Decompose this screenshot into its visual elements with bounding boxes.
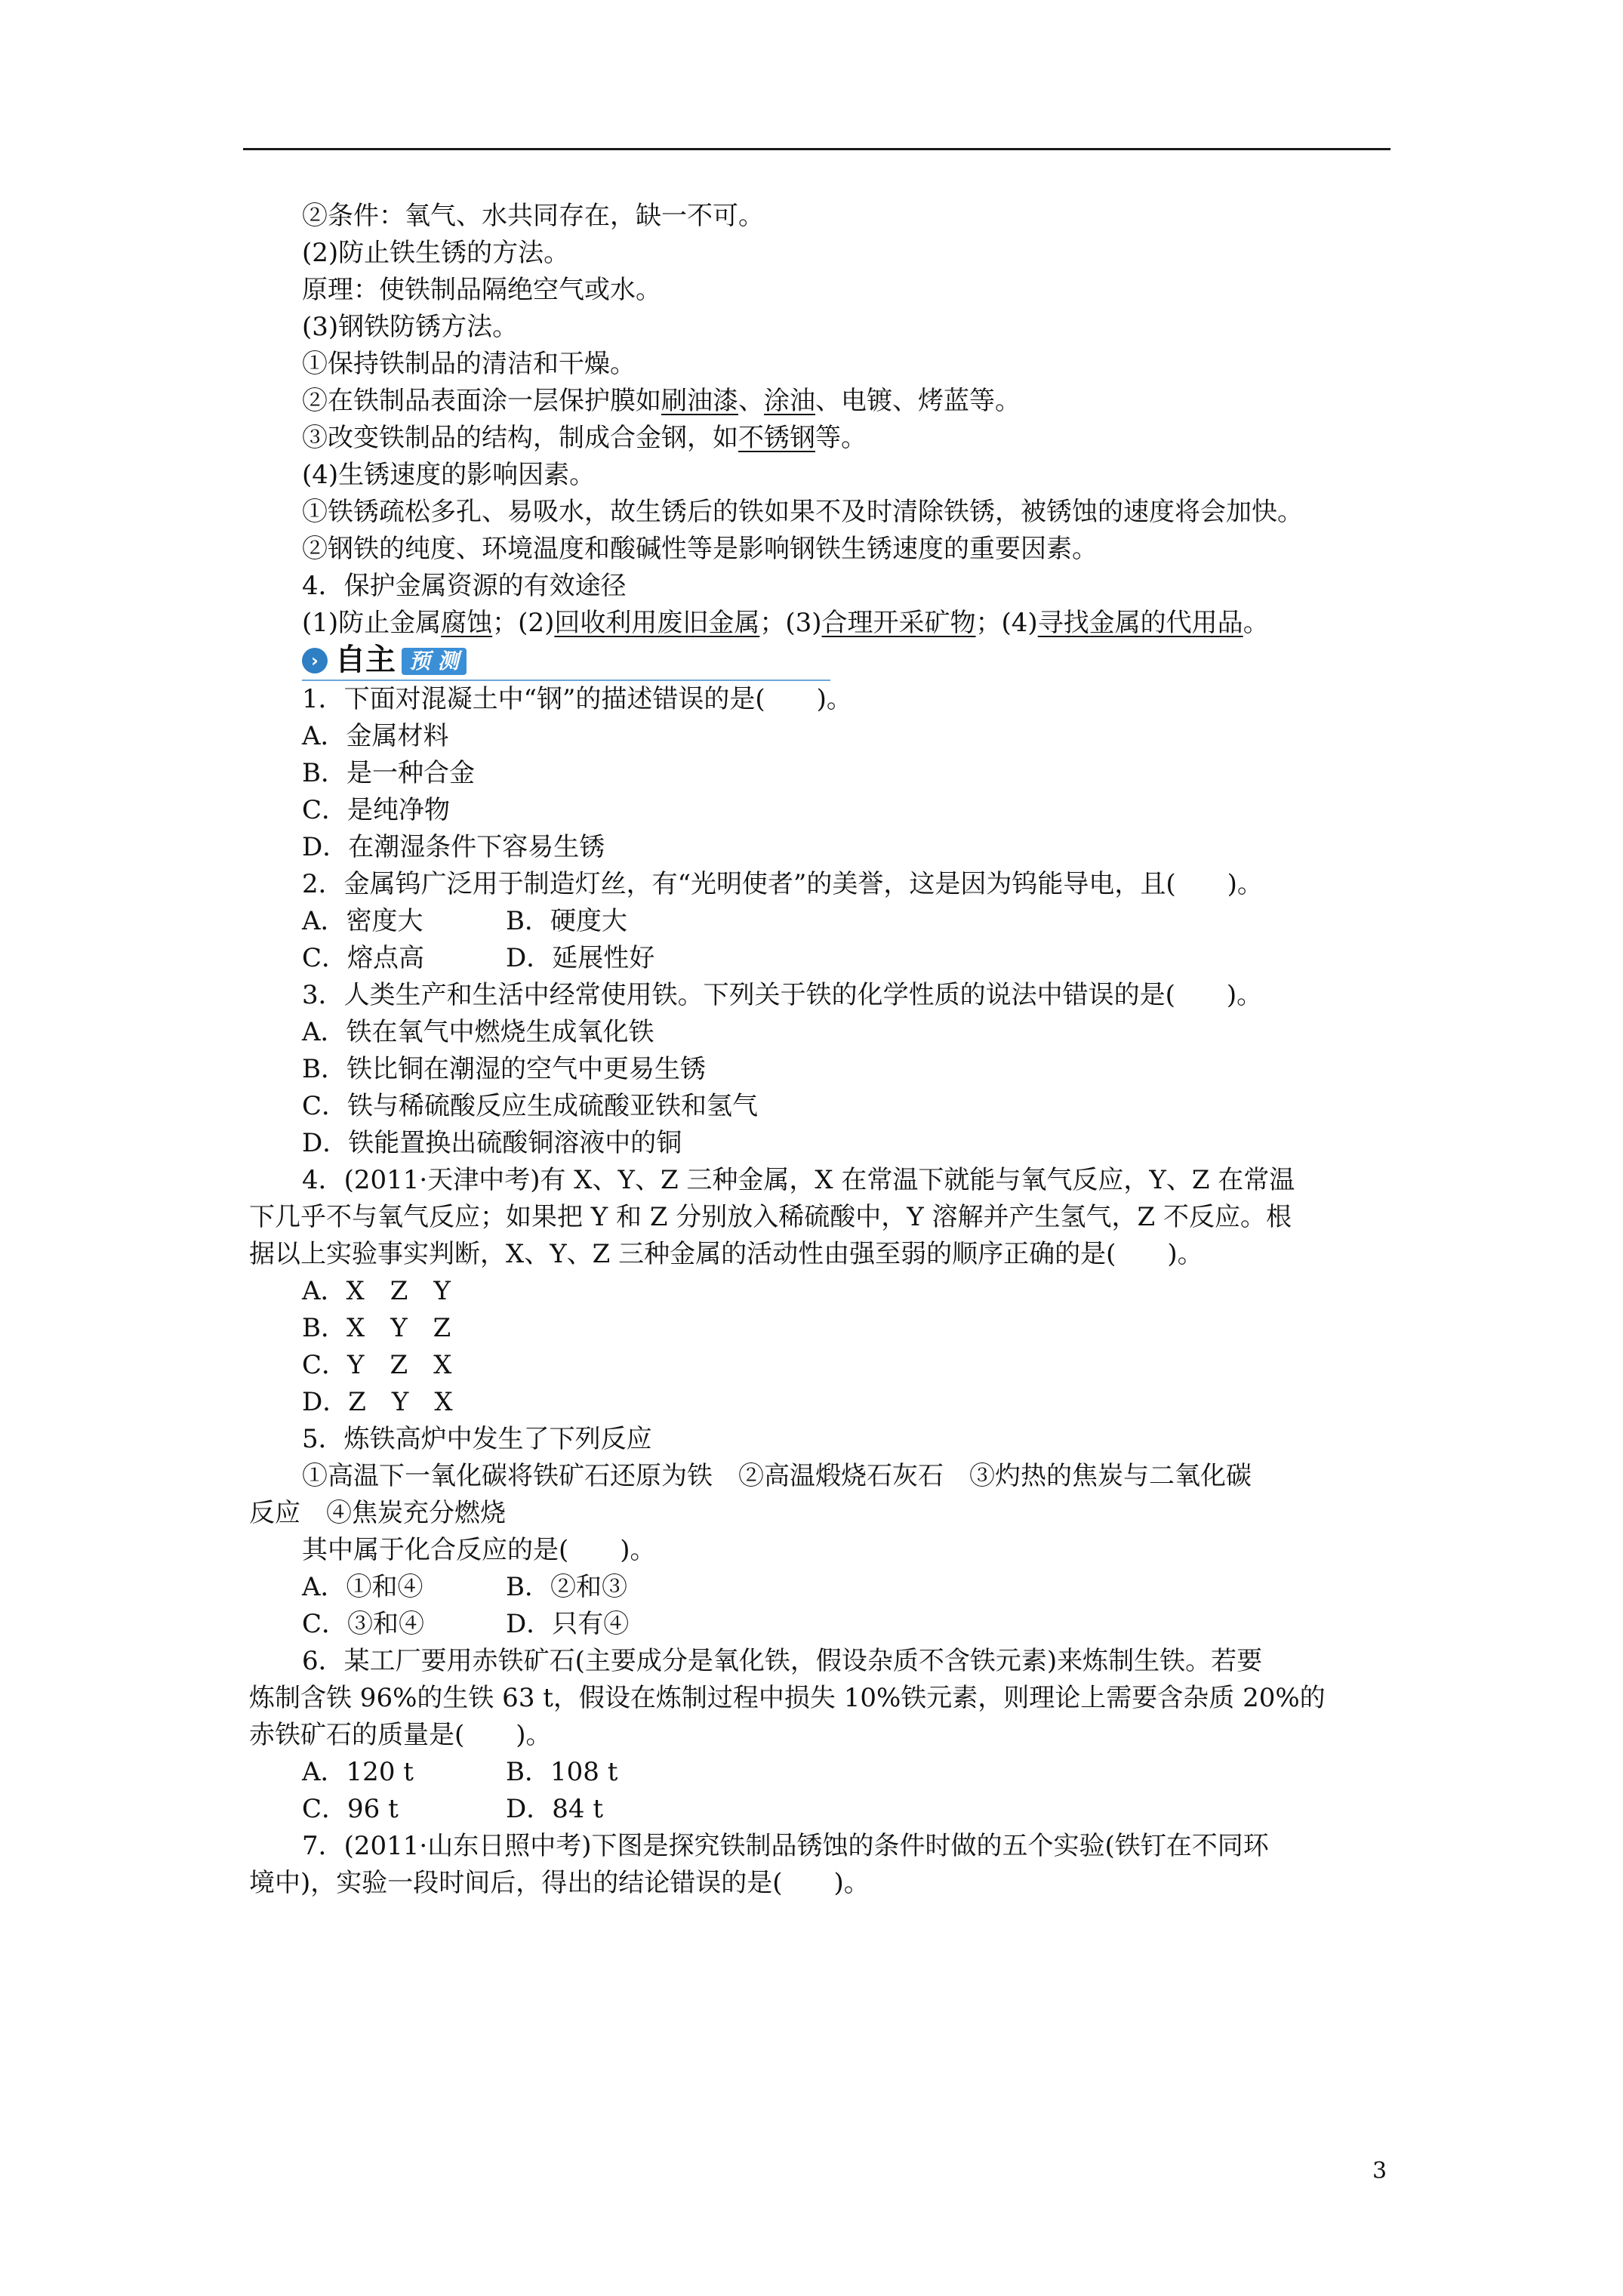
underlined-answer: 合理开采矿物 xyxy=(821,608,976,638)
text-line: (3)钢铁防锈方法。 xyxy=(302,312,519,342)
option-row xyxy=(249,903,1397,940)
text-line: (4)生锈速度的影响因素。 xyxy=(302,460,596,490)
text-span: 。 xyxy=(1243,608,1269,638)
text-span: (1)防止金属 xyxy=(302,608,442,638)
text-line: ②条件：氧气、水共同存在，缺一不可。 xyxy=(302,201,764,231)
text-span: 、电镀、烤蓝等。 xyxy=(815,386,1021,416)
underlined-answer: 刷油漆 xyxy=(661,386,738,416)
question-stem: 3．人类生产和生活中经常使用铁。下列关于铁的化学性质的说法中错误的是( )。 xyxy=(302,980,1263,1010)
text-line xyxy=(249,420,1397,457)
text-span: ；(4) xyxy=(975,608,1038,638)
question-stem: 6．某工厂要用赤铁矿石(主要成分是氧化铁，假设杂质不含铁元素)来炼制生铁。若要 xyxy=(302,1646,1263,1676)
text-line: ①保持铁制品的清洁和干燥。 xyxy=(302,349,636,379)
page-body xyxy=(249,198,1397,1902)
underlined-answer: 涂油 xyxy=(764,386,815,416)
question-stem: 1．下面对混凝土中“钢”的描述错误的是( )。 xyxy=(302,684,852,714)
section-banner xyxy=(302,642,830,681)
question-option: A．X Z Y xyxy=(302,1276,451,1306)
question-option: D．延展性好 xyxy=(506,943,655,973)
page-number: 3 xyxy=(1372,2158,1387,2184)
question-stem: 5．炼铁高炉中发生了下列反应 xyxy=(302,1424,652,1454)
underlined-answer: 寻找金属的代用品 xyxy=(1037,608,1243,638)
question-option: C．③和④ xyxy=(302,1609,425,1639)
header-rule xyxy=(243,148,1390,150)
text-line: ②钢铁的纯度、环境温度和酸碱性等是影响钢铁生锈速度的重要因素。 xyxy=(302,534,1098,564)
question-stem: 其中属于化合反应的是( )。 xyxy=(302,1535,656,1565)
question-option: D．84 t xyxy=(506,1794,603,1824)
text-span: 、 xyxy=(738,386,764,416)
option-row xyxy=(249,940,1397,977)
question-stem: ①高温下一氧化碳将铁矿石还原为铁 ②高温煅烧石灰石 ③灼热的焦炭与二氧化碳 xyxy=(302,1461,1252,1491)
option-row xyxy=(249,1606,1397,1643)
question-option: C．是纯净物 xyxy=(302,795,451,825)
question-option: C．96 t xyxy=(302,1794,399,1824)
underlined-answer: 回收利用废旧金属 xyxy=(554,608,760,638)
question-option: A．120 t xyxy=(302,1757,414,1787)
question-option: B．硬度大 xyxy=(506,906,627,936)
question-option: A．密度大 xyxy=(302,906,423,936)
question-option: A．铁在氧气中燃烧生成氧化铁 xyxy=(302,1017,654,1047)
question-option: B．铁比铜在潮湿的空气中更易生锈 xyxy=(302,1054,706,1084)
question-stem: 7．(2011·山东日照中考)下图是探究铁制品锈蚀的条件时做的五个实验(铁钉在不同环 xyxy=(302,1831,1269,1861)
text-line: 4．保护金属资源的有效途径 xyxy=(302,571,627,601)
text-line xyxy=(249,605,1397,642)
option-row xyxy=(249,1569,1397,1606)
option-row xyxy=(249,1754,1397,1791)
question-option: C．Y Z X xyxy=(302,1350,452,1380)
question-option: B．X Y Z xyxy=(302,1313,451,1343)
question-option: B．②和③ xyxy=(506,1572,627,1602)
text-span: ；(3) xyxy=(759,608,822,638)
question-option: D．Z Y X xyxy=(302,1387,453,1417)
option-row xyxy=(249,1791,1397,1828)
question-stem: 反应 ④焦炭充分燃烧 xyxy=(249,1498,506,1528)
question-stem: 4．(2011·天津中考)有 X、Y、Z 三种金属，X 在常温下就能与氧气反应，Y、Z 在常温 xyxy=(302,1165,1295,1195)
question-stem: 下几乎不与氧气反应；如果把 Y 和 Z 分别放入稀硫酸中，Y 溶解并产生氢气，Z 不反应。根 xyxy=(249,1202,1292,1232)
question-option: A．金属材料 xyxy=(302,721,449,751)
question-option: D．在潮湿条件下容易生锈 xyxy=(302,832,605,862)
text-line: ①铁锈疏松多孔、易吸水，故生锈后的铁如果不及时清除铁锈，被锈蚀的速度将会加快。 xyxy=(302,497,1303,527)
text-span: ③改变铁制品的结构，制成合金钢，如 xyxy=(302,423,738,453)
text-line: 原理：使铁制品隔绝空气或水。 xyxy=(302,275,661,305)
text-span: 等。 xyxy=(815,423,867,453)
text-line: (2)防止铁生锈的方法。 xyxy=(302,238,570,268)
text-span: ②在铁制品表面涂一层保护膜如 xyxy=(302,386,661,416)
text-line xyxy=(249,383,1397,420)
question-option: C．铁与稀硫酸反应生成硫酸亚铁和氢气 xyxy=(302,1091,759,1121)
chevron-right-icon: › xyxy=(302,648,328,673)
question-stem: 2．金属钨广泛用于制造灯丝，有“光明使者”的美誉，这是因为钨能导电，且( )。 xyxy=(302,869,1263,899)
question-stem: 炼制含铁 96%的生铁 63 t，假设在炼制过程中损失 10%铁元素，则理论上需要含杂质 20%的 xyxy=(249,1683,1326,1713)
banner-subtitle: 预 测 xyxy=(402,648,467,675)
underlined-answer: 不锈钢 xyxy=(738,423,815,453)
question-option: B．108 t xyxy=(506,1757,618,1787)
text-span: ；(2) xyxy=(492,608,555,638)
question-option: D．只有④ xyxy=(506,1609,630,1639)
question-option: D．铁能置换出硫酸铜溶液中的铜 xyxy=(302,1128,682,1158)
question-option: C．熔点高 xyxy=(302,943,425,973)
question-option: A．①和④ xyxy=(302,1572,423,1602)
question-stem: 境中)，实验一段时间后，得出的结论错误的是( )。 xyxy=(249,1868,870,1898)
question-stem: 据以上实验事实判断，X、Y、Z 三种金属的活动性由强至弱的顺序正确的是( )。 xyxy=(249,1239,1203,1269)
question-stem: 赤铁矿石的质量是( )。 xyxy=(249,1720,552,1750)
banner-title: 自主 xyxy=(335,643,396,677)
underlined-answer: 腐蚀 xyxy=(441,608,493,638)
question-option: B．是一种合金 xyxy=(302,758,475,788)
